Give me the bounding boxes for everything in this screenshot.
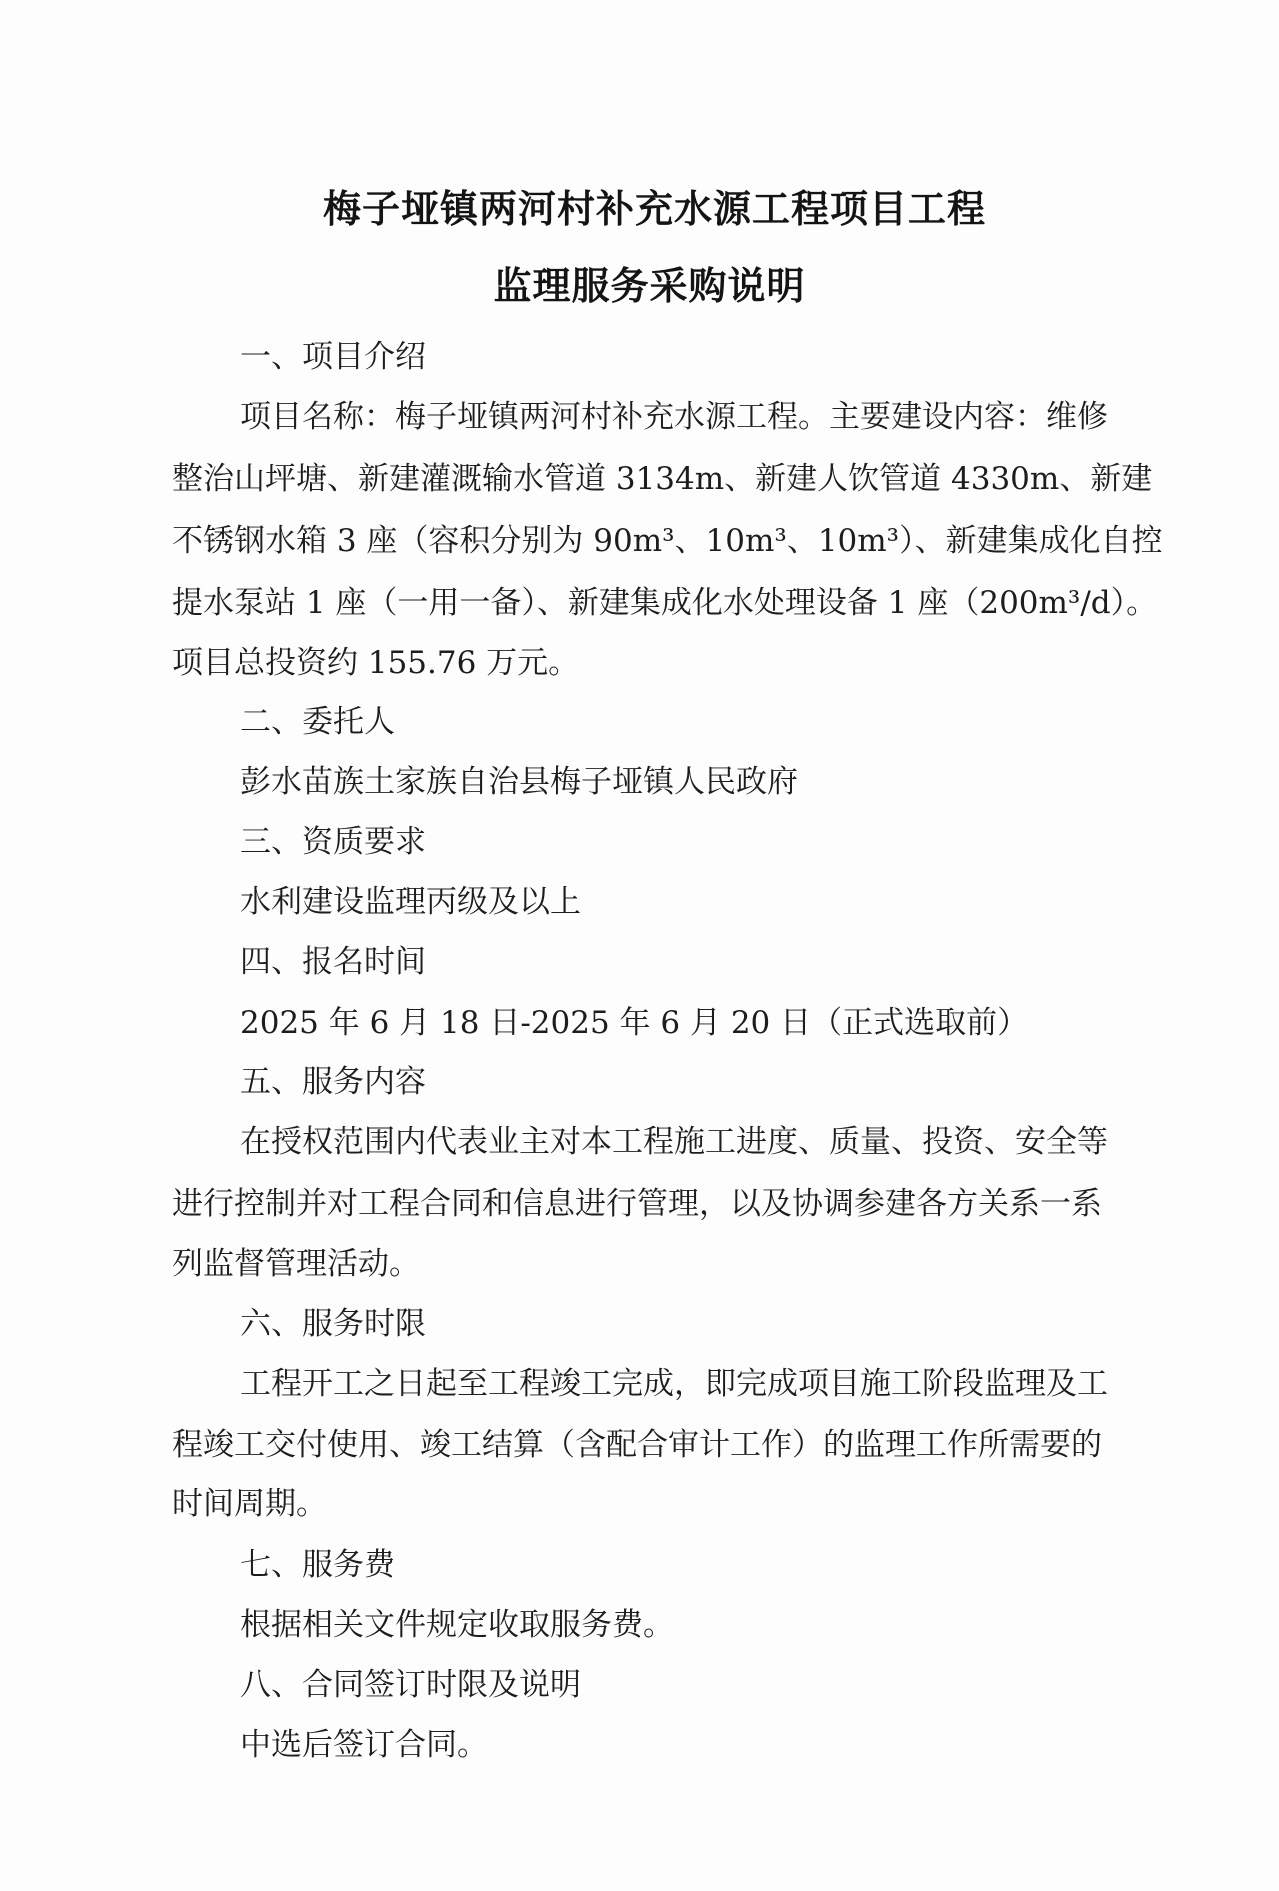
- section-8-line-1: 中选后签订合同。: [240, 1727, 488, 1763]
- section-7-line-1: 根据相关文件规定收取服务费。: [240, 1607, 674, 1643]
- section-2-heading: 二、委托人: [240, 704, 395, 740]
- document-title-line-1: 梅子垭镇两河村补充水源工程项目工程: [322, 187, 986, 231]
- section-6-line-1: 工程开工之日起至工程竣工完成，即完成项目施工阶段监理及工: [240, 1366, 1108, 1402]
- section-3-line-1: 水利建设监理丙级及以上: [240, 884, 581, 920]
- section-1-line-5: 项目总投资约 155.76 万元。: [172, 645, 580, 681]
- section-5-heading: 五、服务内容: [240, 1064, 426, 1100]
- section-4-heading: 四、报名时间: [240, 944, 426, 980]
- section-1-line-2: 整治山坪塘、新建灌溉输水管道 3134m、新建人饮管道 4330m、新建: [172, 461, 1153, 497]
- section-3-heading: 三、资质要求: [240, 824, 426, 860]
- section-1-heading: 一、项目介绍: [240, 339, 426, 375]
- section-6-line-3: 时间周期。: [172, 1486, 327, 1522]
- section-2-line-1: 彭水苗族土家族自治县梅子垭镇人民政府: [240, 764, 798, 800]
- section-1-line-3: 不锈钢水箱 3 座（容积分别为 90m³、10m³、10m³）、新建集成化自控: [172, 523, 1163, 559]
- section-8-heading: 八、合同签订时限及说明: [240, 1667, 581, 1703]
- document-title-line-2: 监理服务采购说明: [493, 264, 806, 308]
- section-1-line-1: 项目名称：梅子垭镇两河村补充水源工程。主要建设内容：维修: [240, 399, 1108, 435]
- section-6-line-2: 程竣工交付使用、竣工结算（含配合审计工作）的监理工作所需要的: [172, 1427, 1102, 1463]
- section-5-line-3: 列监督管理活动。: [172, 1246, 420, 1282]
- section-5-line-2: 进行控制并对工程合同和信息进行管理，以及协调参建各方关系一系: [172, 1186, 1102, 1222]
- section-7-heading: 七、服务费: [240, 1547, 395, 1583]
- section-1-line-4: 提水泵站 1 座（一用一备）、新建集成化水处理设备 1 座（200m³/d）。: [172, 585, 1158, 621]
- section-6-heading: 六、服务时限: [240, 1306, 426, 1342]
- section-4-line-1: 2025 年 6 月 18 日-2025 年 6 月 20 日（正式选取前）: [240, 1005, 1029, 1041]
- section-5-line-1: 在授权范围内代表业主对本工程施工进度、质量、投资、安全等: [240, 1124, 1108, 1160]
